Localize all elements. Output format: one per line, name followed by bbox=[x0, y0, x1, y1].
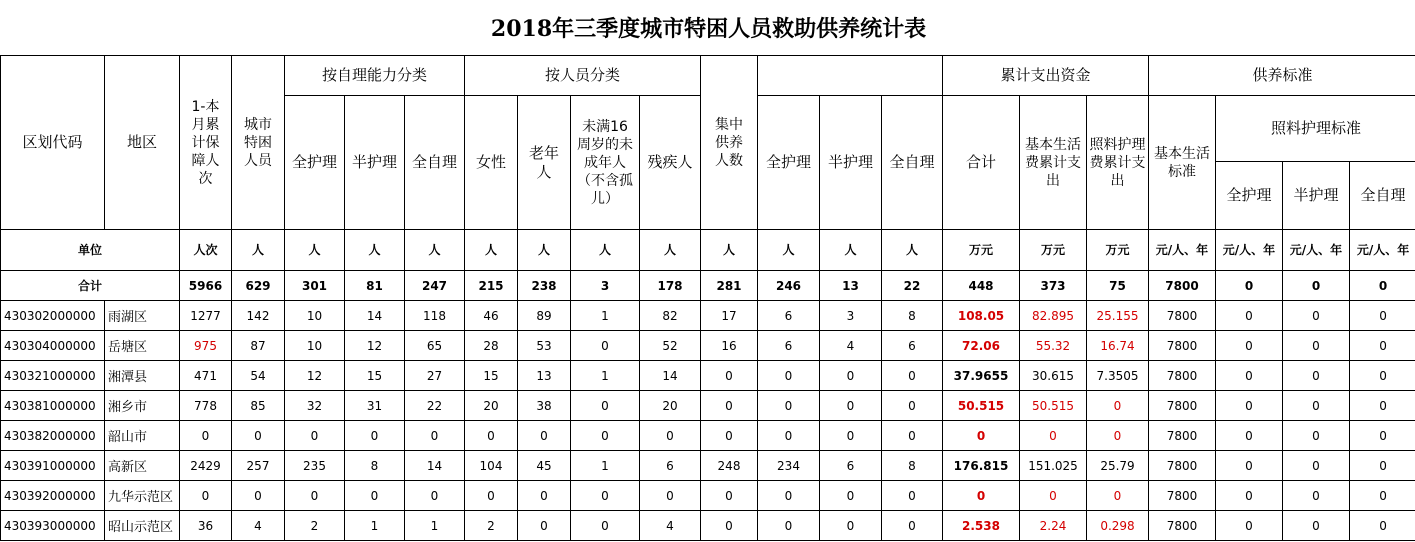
data-cell: 0 bbox=[1216, 301, 1283, 331]
table-row bbox=[1, 331, 1415, 361]
data-cell: 0 bbox=[1283, 331, 1350, 361]
data-cell: 50.515 bbox=[1020, 391, 1087, 421]
data-cell: 0 bbox=[1216, 361, 1283, 391]
header-standard-group: 供养标准 bbox=[1149, 56, 1415, 96]
data-cell: 104 bbox=[465, 451, 518, 481]
total-cell: 75 bbox=[1087, 271, 1149, 301]
data-cell: 0 bbox=[571, 331, 640, 361]
data-cell: 0 bbox=[518, 421, 571, 451]
data-cell: 85 bbox=[232, 391, 285, 421]
data-cell: 20 bbox=[465, 391, 518, 421]
header-basic-standard: 基本生活标准 bbox=[1149, 96, 1216, 230]
region-name-cell: 雨湖区 bbox=[105, 301, 180, 331]
unit-cell: 人 bbox=[405, 230, 465, 271]
data-cell: 0 bbox=[232, 421, 285, 451]
data-cell: 16.74 bbox=[1087, 331, 1149, 361]
region-name-cell: 高新区 bbox=[105, 451, 180, 481]
data-cell: 7800 bbox=[1149, 511, 1216, 541]
region-code-cell: 430381000000 bbox=[1, 391, 105, 421]
unit-cell: 人 bbox=[285, 230, 345, 271]
data-cell: 0 bbox=[1350, 481, 1415, 511]
data-cell: 15 bbox=[345, 361, 405, 391]
data-cell: 0 bbox=[1350, 421, 1415, 451]
data-cell: 0 bbox=[882, 481, 943, 511]
header-personnel-group: 按人员分类 bbox=[465, 56, 701, 96]
data-cell: 22 bbox=[405, 391, 465, 421]
header-full-care: 全护理 bbox=[285, 96, 345, 230]
total-cell: 3 bbox=[571, 271, 640, 301]
total-cell: 7800 bbox=[1149, 271, 1216, 301]
data-cell: 0 bbox=[820, 511, 882, 541]
data-cell: 0 bbox=[1216, 391, 1283, 421]
data-cell: 12 bbox=[345, 331, 405, 361]
header-female: 女性 bbox=[465, 96, 518, 230]
unit-cell: 人 bbox=[518, 230, 571, 271]
header-care-full: 全护理 bbox=[1216, 162, 1283, 230]
total-cell: 448 bbox=[943, 271, 1020, 301]
data-cell: 0 bbox=[701, 481, 758, 511]
data-cell: 1 bbox=[405, 511, 465, 541]
data-cell: 0 bbox=[701, 511, 758, 541]
data-cell: 0 bbox=[820, 391, 882, 421]
data-cell: 1 bbox=[345, 511, 405, 541]
data-cell: 0 bbox=[1350, 511, 1415, 541]
total-cell: 373 bbox=[1020, 271, 1087, 301]
unit-cell: 元/人、年 bbox=[1350, 230, 1415, 271]
header-care-self: 全自理 bbox=[1350, 162, 1415, 230]
data-cell: 36 bbox=[180, 511, 232, 541]
unit-cell: 人 bbox=[758, 230, 820, 271]
unit-cell: 人 bbox=[640, 230, 701, 271]
data-cell: 0 bbox=[701, 421, 758, 451]
header-code: 区划代码 bbox=[1, 56, 105, 230]
region-name-cell: 岳塘区 bbox=[105, 331, 180, 361]
data-cell: 0 bbox=[701, 391, 758, 421]
data-cell: 82.895 bbox=[1020, 301, 1087, 331]
data-cell: 0 bbox=[701, 361, 758, 391]
data-cell: 235 bbox=[285, 451, 345, 481]
header-elderly: 老年人 bbox=[518, 96, 571, 230]
data-cell: 17 bbox=[701, 301, 758, 331]
unit-row bbox=[1, 230, 1415, 271]
unit-label: 单位 bbox=[1, 230, 180, 271]
data-cell: 0 bbox=[518, 481, 571, 511]
page-title: 2018年三季度城市特困人员救助供养统计表 bbox=[1, 0, 1415, 56]
header-disabled: 残疾人 bbox=[640, 96, 701, 230]
data-cell: 0 bbox=[1216, 421, 1283, 451]
header-blank-group bbox=[758, 56, 943, 96]
data-cell: 0 bbox=[518, 511, 571, 541]
data-cell: 0 bbox=[180, 421, 232, 451]
header-ability-group: 按自理能力分类 bbox=[285, 56, 465, 96]
data-cell: 31 bbox=[345, 391, 405, 421]
header-spend-care: 照料护理费累计支出 bbox=[1087, 96, 1149, 230]
data-cell: 0 bbox=[1087, 481, 1149, 511]
header-centralized: 集中供养人数 bbox=[701, 56, 758, 230]
data-cell: 65 bbox=[405, 331, 465, 361]
data-cell: 50.515 bbox=[943, 391, 1020, 421]
total-cell: 0 bbox=[1216, 271, 1283, 301]
data-cell: 0 bbox=[1283, 421, 1350, 451]
data-cell: 0 bbox=[1283, 361, 1350, 391]
data-cell: 0 bbox=[1216, 481, 1283, 511]
data-cell: 6 bbox=[820, 451, 882, 481]
data-cell: 0 bbox=[285, 481, 345, 511]
data-cell: 234 bbox=[758, 451, 820, 481]
data-cell: 7800 bbox=[1149, 451, 1216, 481]
data-cell: 4 bbox=[640, 511, 701, 541]
data-cell: 7800 bbox=[1149, 421, 1216, 451]
data-cell: 0 bbox=[285, 421, 345, 451]
header-spend-basic: 基本生活费累计支出 bbox=[1020, 96, 1087, 230]
data-cell: 53 bbox=[518, 331, 571, 361]
data-cell: 25.79 bbox=[1087, 451, 1149, 481]
table-row bbox=[1, 481, 1415, 511]
unit-cell: 人 bbox=[701, 230, 758, 271]
data-cell: 82 bbox=[640, 301, 701, 331]
data-cell: 0 bbox=[1216, 511, 1283, 541]
header-care-half: 半护理 bbox=[1283, 162, 1350, 230]
data-cell: 0 bbox=[571, 481, 640, 511]
unit-cell: 元/人、年 bbox=[1216, 230, 1283, 271]
unit-cell: 人 bbox=[345, 230, 405, 271]
total-cell: 629 bbox=[232, 271, 285, 301]
data-cell: 0 bbox=[465, 421, 518, 451]
data-cell: 0 bbox=[1283, 481, 1350, 511]
data-cell: 0 bbox=[345, 481, 405, 511]
header-cumulative: 1-本月累计保障人次 bbox=[180, 56, 232, 230]
data-cell: 8 bbox=[345, 451, 405, 481]
data-cell: 0 bbox=[1283, 511, 1350, 541]
data-cell: 0 bbox=[1350, 331, 1415, 361]
data-cell: 0 bbox=[640, 421, 701, 451]
total-cell: 0 bbox=[1350, 271, 1415, 301]
data-cell: 0 bbox=[1283, 451, 1350, 481]
data-cell: 52 bbox=[640, 331, 701, 361]
header-urban: 城市特困人员 bbox=[232, 56, 285, 230]
unit-cell: 万元 bbox=[943, 230, 1020, 271]
data-cell: 2 bbox=[285, 511, 345, 541]
table-row bbox=[1, 451, 1415, 481]
unit-cell: 人 bbox=[465, 230, 518, 271]
data-cell: 0 bbox=[1216, 451, 1283, 481]
data-cell: 14 bbox=[345, 301, 405, 331]
data-cell: 32 bbox=[285, 391, 345, 421]
data-cell: 16 bbox=[701, 331, 758, 361]
total-cell: 301 bbox=[285, 271, 345, 301]
data-cell: 7.3505 bbox=[1087, 361, 1149, 391]
total-cell: 215 bbox=[465, 271, 518, 301]
data-cell: 0 bbox=[1283, 391, 1350, 421]
data-cell: 4 bbox=[820, 331, 882, 361]
region-code-cell: 430304000000 bbox=[1, 331, 105, 361]
total-cell: 81 bbox=[345, 271, 405, 301]
data-cell: 0 bbox=[180, 481, 232, 511]
total-row bbox=[1, 271, 1415, 301]
data-cell: 0 bbox=[758, 361, 820, 391]
data-cell: 0 bbox=[758, 391, 820, 421]
data-cell: 0 bbox=[943, 421, 1020, 451]
data-cell: 0 bbox=[1087, 421, 1149, 451]
table-row bbox=[1, 361, 1415, 391]
header-area: 地区 bbox=[105, 56, 180, 230]
region-name-cell: 湘乡市 bbox=[105, 391, 180, 421]
unit-cell: 元/人、年 bbox=[1149, 230, 1216, 271]
data-cell: 14 bbox=[405, 451, 465, 481]
data-cell: 142 bbox=[232, 301, 285, 331]
region-code-cell: 430391000000 bbox=[1, 451, 105, 481]
unit-cell: 人 bbox=[232, 230, 285, 271]
data-cell: 0 bbox=[1350, 451, 1415, 481]
table-row bbox=[1, 301, 1415, 331]
region-name-cell: 湘潭县 bbox=[105, 361, 180, 391]
header-spend-total: 合计 bbox=[943, 96, 1020, 230]
data-cell: 25.155 bbox=[1087, 301, 1149, 331]
data-cell: 0 bbox=[1350, 361, 1415, 391]
data-cell: 0 bbox=[820, 481, 882, 511]
data-cell: 0 bbox=[882, 361, 943, 391]
data-cell: 7800 bbox=[1149, 481, 1216, 511]
unit-cell: 元/人、年 bbox=[1283, 230, 1350, 271]
data-cell: 0 bbox=[1087, 391, 1149, 421]
data-cell: 2429 bbox=[180, 451, 232, 481]
data-cell: 54 bbox=[232, 361, 285, 391]
data-cell: 72.06 bbox=[943, 331, 1020, 361]
data-cell: 0 bbox=[345, 421, 405, 451]
unit-cell: 万元 bbox=[1087, 230, 1149, 271]
data-cell: 4 bbox=[232, 511, 285, 541]
total-label: 合计 bbox=[1, 271, 180, 301]
data-cell: 6 bbox=[758, 331, 820, 361]
data-cell: 6 bbox=[640, 451, 701, 481]
data-cell: 108.05 bbox=[943, 301, 1020, 331]
total-cell: 178 bbox=[640, 271, 701, 301]
unit-cell: 人次 bbox=[180, 230, 232, 271]
region-name-cell: 韶山市 bbox=[105, 421, 180, 451]
data-cell: 2.538 bbox=[943, 511, 1020, 541]
region-code-cell: 430321000000 bbox=[1, 361, 105, 391]
data-cell: 6 bbox=[882, 331, 943, 361]
data-cell: 20 bbox=[640, 391, 701, 421]
data-cell: 14 bbox=[640, 361, 701, 391]
data-cell: 0 bbox=[571, 391, 640, 421]
data-cell: 6 bbox=[758, 301, 820, 331]
data-cell: 0 bbox=[882, 391, 943, 421]
data-cell: 248 bbox=[701, 451, 758, 481]
data-cell: 0 bbox=[820, 421, 882, 451]
data-cell: 1277 bbox=[180, 301, 232, 331]
data-cell: 7800 bbox=[1149, 361, 1216, 391]
data-cell: 0 bbox=[571, 511, 640, 541]
data-cell: 8 bbox=[882, 301, 943, 331]
table-row bbox=[1, 511, 1415, 541]
data-cell: 0 bbox=[758, 421, 820, 451]
header-minors: 未满16周岁的未成年人（不含孤儿） bbox=[571, 96, 640, 230]
data-cell: 2 bbox=[465, 511, 518, 541]
data-cell: 8 bbox=[882, 451, 943, 481]
data-cell: 7800 bbox=[1149, 301, 1216, 331]
total-cell: 5966 bbox=[180, 271, 232, 301]
total-cell: 13 bbox=[820, 271, 882, 301]
data-cell: 89 bbox=[518, 301, 571, 331]
data-cell: 15 bbox=[465, 361, 518, 391]
data-cell: 0 bbox=[571, 421, 640, 451]
total-cell: 281 bbox=[701, 271, 758, 301]
unit-cell: 万元 bbox=[1020, 230, 1087, 271]
data-cell: 0 bbox=[1283, 301, 1350, 331]
data-cell: 1 bbox=[571, 301, 640, 331]
data-cell: 27 bbox=[405, 361, 465, 391]
total-cell: 238 bbox=[518, 271, 571, 301]
data-cell: 30.615 bbox=[1020, 361, 1087, 391]
total-cell: 22 bbox=[882, 271, 943, 301]
total-cell: 0 bbox=[1283, 271, 1350, 301]
header-self-care: 全自理 bbox=[405, 96, 465, 230]
data-cell: 0 bbox=[465, 481, 518, 511]
unit-cell: 人 bbox=[882, 230, 943, 271]
data-cell: 0 bbox=[1216, 331, 1283, 361]
data-cell: 0 bbox=[820, 361, 882, 391]
unit-cell: 人 bbox=[820, 230, 882, 271]
data-cell: 13 bbox=[518, 361, 571, 391]
header-self-care-2: 全自理 bbox=[882, 96, 943, 230]
region-code-cell: 430393000000 bbox=[1, 511, 105, 541]
data-cell: 0 bbox=[405, 481, 465, 511]
data-cell: 3 bbox=[820, 301, 882, 331]
data-cell: 46 bbox=[465, 301, 518, 331]
data-cell: 0 bbox=[758, 481, 820, 511]
data-cell: 12 bbox=[285, 361, 345, 391]
data-cell: 38 bbox=[518, 391, 571, 421]
header-half-care-2: 半护理 bbox=[820, 96, 882, 230]
region-name-cell: 昭山示范区 bbox=[105, 511, 180, 541]
table-row bbox=[1, 391, 1415, 421]
data-cell: 0 bbox=[1350, 301, 1415, 331]
data-cell: 471 bbox=[180, 361, 232, 391]
region-code-cell: 430392000000 bbox=[1, 481, 105, 511]
table-row bbox=[1, 421, 1415, 451]
data-cell: 45 bbox=[518, 451, 571, 481]
data-cell: 55.32 bbox=[1020, 331, 1087, 361]
data-cell: 257 bbox=[232, 451, 285, 481]
region-code-cell: 430382000000 bbox=[1, 421, 105, 451]
data-cell: 176.815 bbox=[943, 451, 1020, 481]
header-half-care: 半护理 bbox=[345, 96, 405, 230]
data-cell: 0 bbox=[640, 481, 701, 511]
data-cell: 2.24 bbox=[1020, 511, 1087, 541]
data-cell: 0 bbox=[758, 511, 820, 541]
data-cell: 0 bbox=[1020, 481, 1087, 511]
total-cell: 246 bbox=[758, 271, 820, 301]
data-cell: 0 bbox=[1350, 391, 1415, 421]
region-code-cell: 430302000000 bbox=[1, 301, 105, 331]
data-cell: 10 bbox=[285, 301, 345, 331]
data-cell: 118 bbox=[405, 301, 465, 331]
data-cell: 0 bbox=[943, 481, 1020, 511]
region-name-cell: 九华示范区 bbox=[105, 481, 180, 511]
data-cell: 1 bbox=[571, 451, 640, 481]
header-full-care-2: 全护理 bbox=[758, 96, 820, 230]
data-cell: 10 bbox=[285, 331, 345, 361]
header-spend-group: 累计支出资金 bbox=[943, 56, 1149, 96]
data-cell: 0 bbox=[882, 421, 943, 451]
data-cell: 975 bbox=[180, 331, 232, 361]
data-cell: 778 bbox=[180, 391, 232, 421]
data-cell: 0 bbox=[882, 511, 943, 541]
data-cell: 0 bbox=[1020, 421, 1087, 451]
data-cell: 1 bbox=[571, 361, 640, 391]
data-cell: 0 bbox=[232, 481, 285, 511]
data-cell: 7800 bbox=[1149, 391, 1216, 421]
unit-cell: 人 bbox=[571, 230, 640, 271]
data-cell: 87 bbox=[232, 331, 285, 361]
header-care-standard: 照料护理标准 bbox=[1216, 96, 1415, 162]
data-cell: 7800 bbox=[1149, 331, 1216, 361]
data-cell: 151.025 bbox=[1020, 451, 1087, 481]
data-cell: 0 bbox=[405, 421, 465, 451]
data-cell: 37.9655 bbox=[943, 361, 1020, 391]
total-cell: 247 bbox=[405, 271, 465, 301]
data-cell: 28 bbox=[465, 331, 518, 361]
data-cell: 0.298 bbox=[1087, 511, 1149, 541]
